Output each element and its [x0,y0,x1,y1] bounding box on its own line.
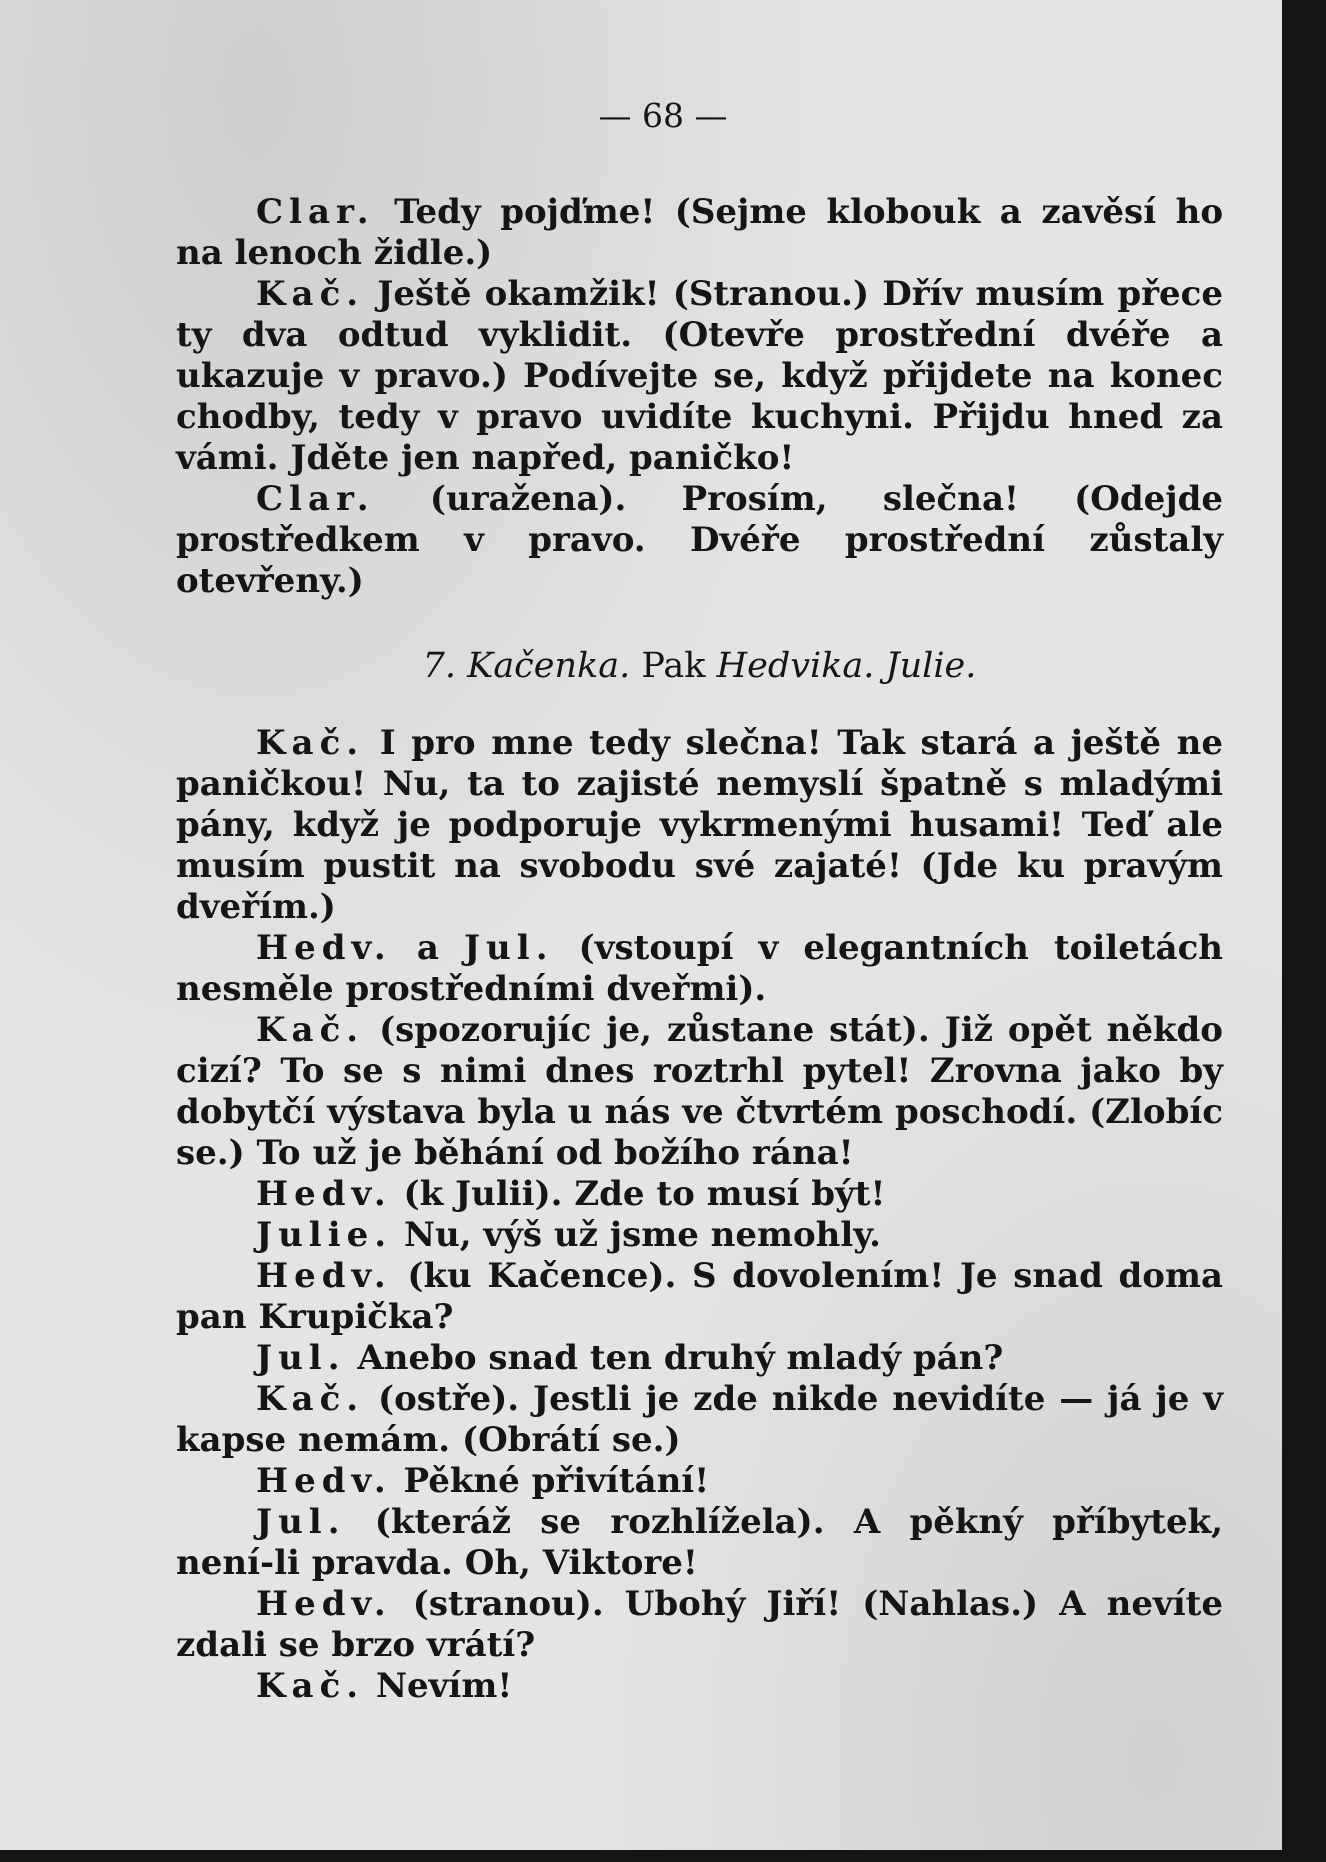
speaker-name: Kač. [256,1379,365,1419]
speaker-name: Kač. [256,274,365,314]
scene-number: 7. [422,646,457,686]
page-number: — 68 — [598,96,728,135]
dialogue-text: (spozorujíc je, zůstane stát). Již opět někdo cizí? To se s nimi dnes roztrhl pytel! Zrovna jako by dobytčí výstava byla u nás ve čtvrtém poschodí. (Zlobíc se.) To už je běhání od božího rána! [176,1010,1223,1173]
dialogue-paragraph [176,1502,1223,1584]
dialogue-paragraph [176,723,1223,928]
dialogue-text: a [391,928,464,968]
scene-character: Kačenka. [467,646,631,686]
speaker-name: Jul. [256,1502,346,1542]
speaker-name: Hedv. [256,1584,392,1624]
speaker-name: Clar. [256,479,375,519]
dialogue-text: Tedy pojďme! (Sejme klobouk a zavěsí ho na lenoch židle.) [176,192,1223,273]
speaker-name: Julie. [256,1215,393,1255]
speaker-name: Hedv. [256,1461,392,1501]
dialogue-text: (k Julii). Zde to musí být! [391,1174,886,1214]
speaker-name: Hedv. [256,1256,392,1296]
page-text [176,0,1223,1707]
dialogue-paragraph [176,1666,1223,1707]
dialogue-paragraph [176,1461,1223,1502]
speaker-name: Hedv. [256,1174,392,1214]
dialogue-paragraph [176,192,1223,274]
dialogue-text: (vstoupí v elegantních toiletách nesměle prostředními dveřmi). [176,928,1223,1009]
dialogue-paragraph [176,1379,1223,1461]
speaker-name: Kač. [256,1010,365,1050]
dialogue-paragraph [176,1215,1223,1256]
dialogue-paragraph [176,1584,1223,1666]
speaker-name: Jul. [256,1338,346,1378]
speaker-name: Kač. [256,723,365,763]
dialogue-paragraph [176,1256,1223,1338]
dialogue-text: Anebo snad ten druhý mladý pán? [345,1338,1004,1378]
scene-character: Julie. [885,646,977,686]
speaker-name: Clar. [256,192,375,232]
speaker-name: Kač. [256,1666,365,1706]
dialogue-text: Ještě okamžik! (Stranou.) Dřív musím přece ty dva odtud vyklidit. (Otevře prostřední dvéře a ukazuje v pravo.) Podívejte se, když přijdete na konec chodby, tedy v pravo uvidíte kuchyni. Přijdu hned za vámi. Jděte jen napřed, paničko! [176,274,1223,478]
dialogue-text: Pěkné přivítání! [391,1461,710,1501]
dialogue-text: (ku Kačence). S dovolením! Je snad doma pan Krupička? [176,1256,1223,1337]
scene-character: Hedvika. [716,646,875,686]
dialogue-paragraph [176,479,1223,602]
dialogue-paragraph [176,1338,1223,1379]
dialogue-paragraph [176,274,1223,479]
dialogue-text: (kteráž se rozhlížela). A pěkný příbytek, není-li pravda. Oh, Viktore! [176,1502,1223,1583]
dialogue-text: (uražena). Prosím, slečna! (Odejde prostředkem v pravo. Dvéře prostřední zůstaly otevřeny.) [176,479,1223,601]
dialogue-paragraph [176,1174,1223,1215]
scene-heading [176,646,1223,687]
dialogue-paragraph [176,928,1223,1010]
speaker-name: Jul. [463,928,554,968]
dialogue-paragraph [176,1010,1223,1174]
scene-connector: Pak [641,646,706,686]
scan-border-bottom [0,1850,1326,1862]
dialogue-text: (stranou). Ubohý Jiří! (Nahlas.) A nevíte zdali se brzo vrátí? [176,1584,1223,1665]
dialogue-text: Nevím! [364,1666,513,1706]
dialogue-text: Nu, výš už jsme nemohly. [392,1215,881,1255]
scan-border-right [1282,0,1326,1862]
dialogue-text: I pro mne tedy slečna! Tak stará a ještě ne paničkou! Nu, ta to zajisté nemyslí špatně s mladými pány, když je podporuje vykrmenými husami! Teď ale musím pustit na svobodu své zajaté! (Jde ku pravým dveřím.) [176,723,1223,927]
speaker-name: Hedv. [256,928,392,968]
dialogue-text: (ostře). Jestli je zde nikde nevidíte — já je v kapse nemám. (Obrátí se.) [176,1379,1223,1460]
